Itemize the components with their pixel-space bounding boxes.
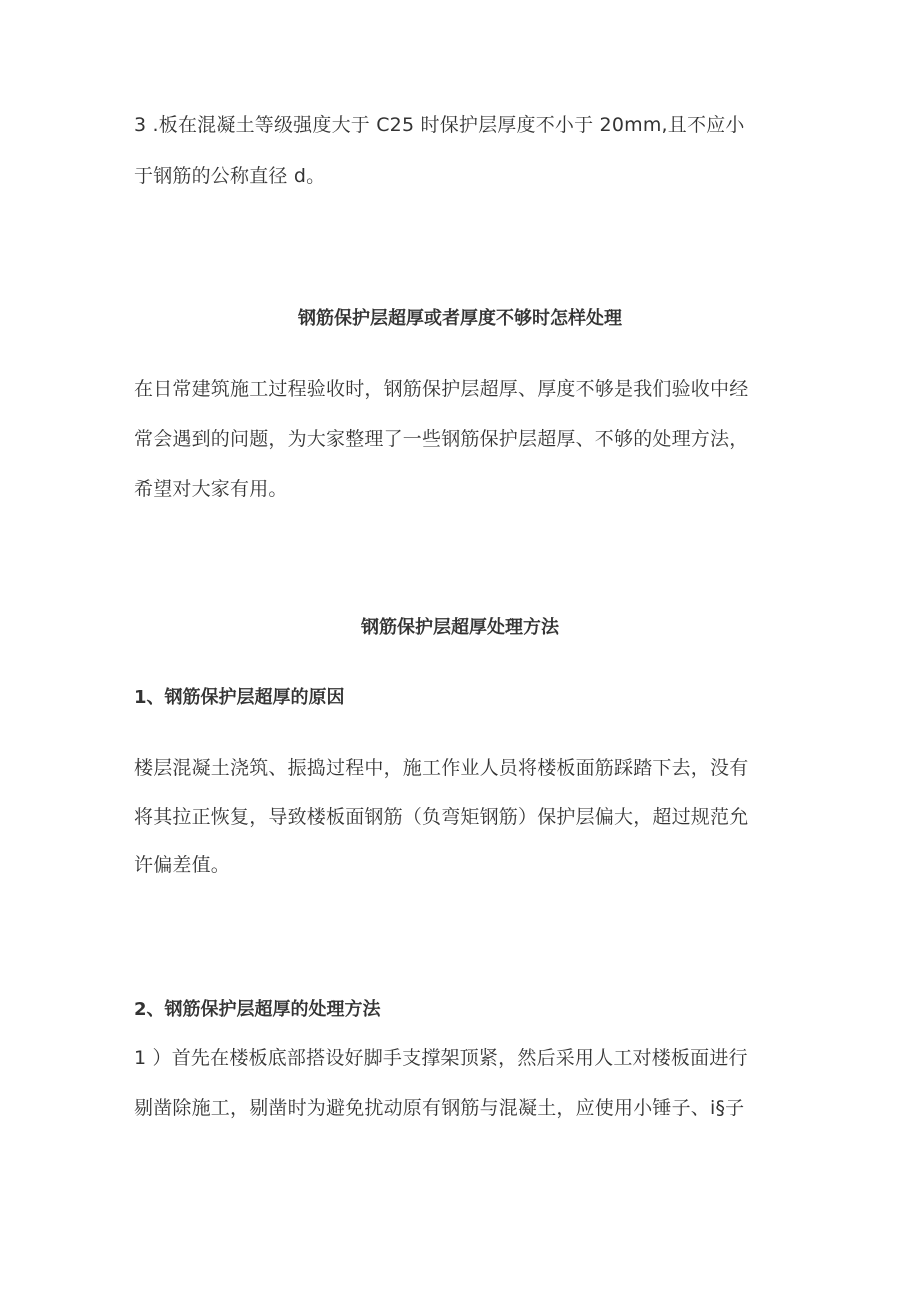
spec-line-1: 3 .板在混凝土等级强度大于 C25 时保护层厚度不小于 20mm,且不应小 <box>134 114 745 136</box>
reason-line-3: 许偏差值。 <box>134 854 231 876</box>
reason-title: 1、钢筋保护层超厚的原因 <box>134 687 345 708</box>
intro-line-3: 希望对大家有用。 <box>134 478 288 500</box>
spec-line-2: 于钢筋的公称直径 d。 <box>134 165 326 187</box>
handling-line-2: 剔凿除施工，剔凿时为避免扰动原有钢筋与混凝土，应使用小锤子、i§子 <box>134 1097 745 1119</box>
handling-line-1: 1 ）首先在楼板底部搭设好脚手支撑架顶紧，然后采用人工对楼板面进行 <box>134 1047 748 1069</box>
method-heading: 钢筋保护层超厚处理方法 <box>361 617 559 638</box>
intro-line-1: 在日常建筑施工过程验收时，钢筋保护层超厚、厚度不够是我们验收中经 <box>134 378 749 400</box>
reason-line-2: 将其拉正恢复，导致楼板面钢筋（负弯矩钢筋）保护层偏大，超过规范允 <box>134 806 749 828</box>
handling-title: 2、钢筋保护层超厚的处理方法 <box>134 999 381 1020</box>
reason-line-1: 楼层混凝土浇筑、振捣过程中，施工作业人员将楼板面筋踩踏下去，没有 <box>134 757 749 779</box>
intro-line-2: 常会遇到的问题，为大家整理了一些钢筋保护层超厚、不够的处理方法， <box>134 428 749 450</box>
main-heading: 钢筋保护层超厚或者厚度不够时怎样处理 <box>298 308 622 329</box>
